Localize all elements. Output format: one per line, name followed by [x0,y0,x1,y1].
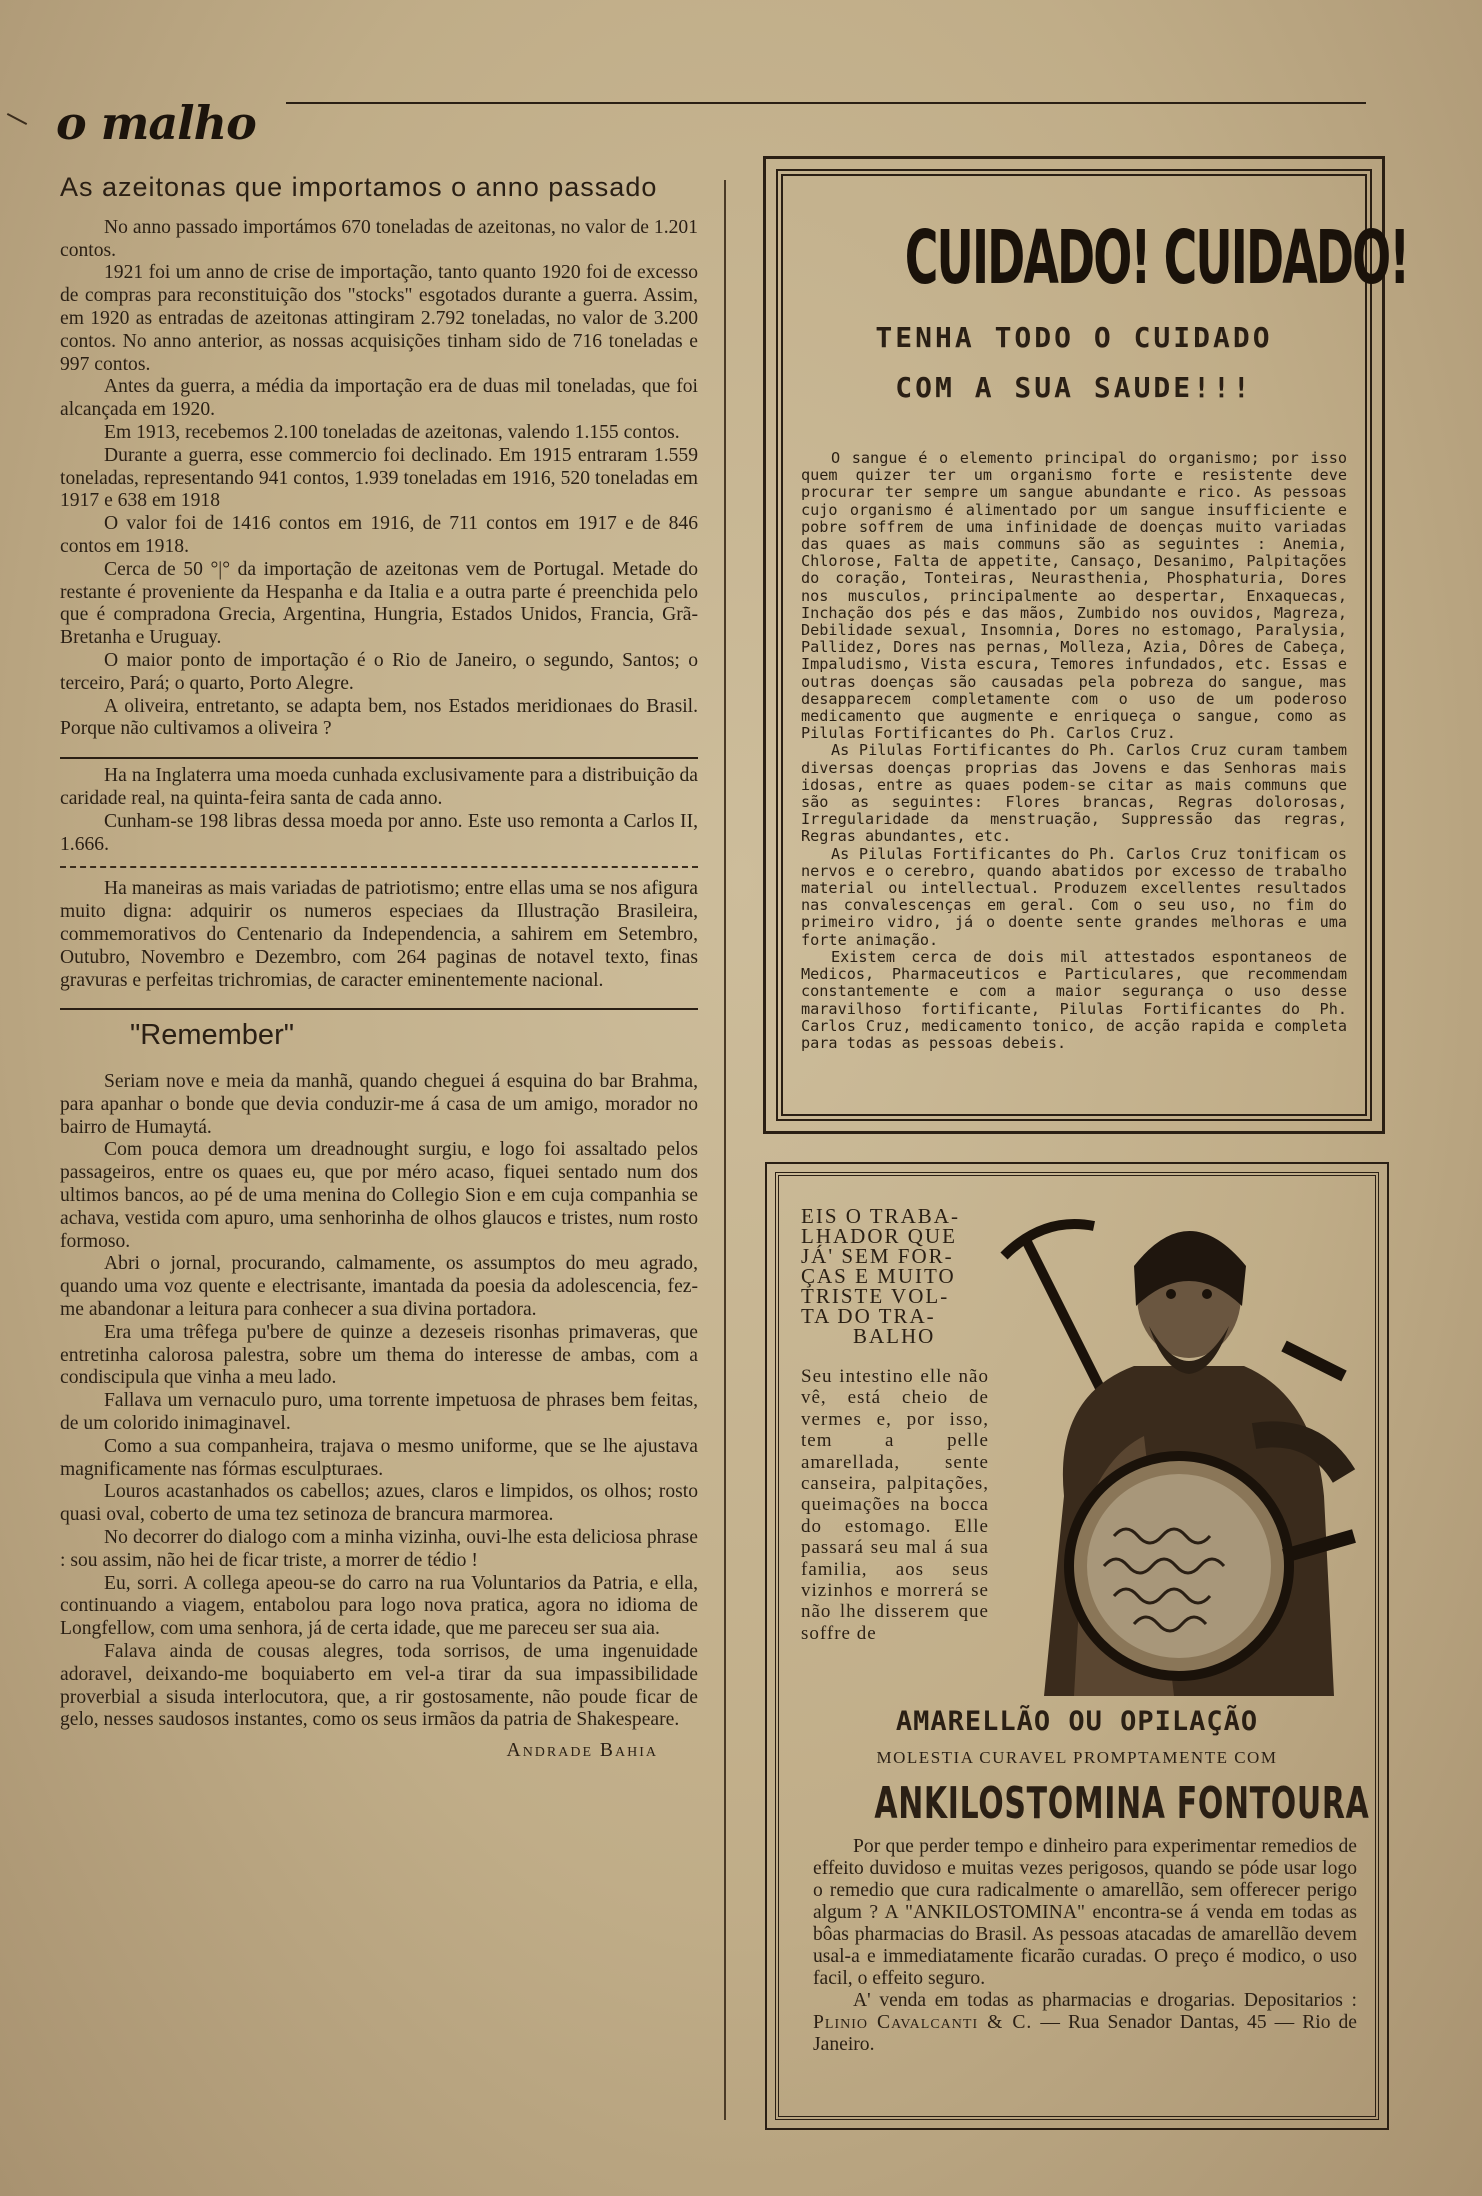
caption-line: LHADOR QUE [801,1224,957,1248]
article-paragraph: Cunham-se 198 libras dessa moeda por anno. Este uso remonta a Carlos II, 1.666. [60,810,698,855]
ad-paragraph: Por que perder tempo e dinheiro para experimentar remedios de effeito duvidoso e muitas vezes perigosos, quando se póde usar logo o remedio que cura radicalmente o amarellão, sem offerecer perigo algum ? A "ANKILOSTOMINA" encontra-se á venda em todas as bôas pharmacias do Brasil. As pessoas atacadas de amarellão devem usal-a e immediatamente ficarão curadas. O preço é modico, o uso facil, o effeito seguro. [813,1836,1357,1989]
article-paragraph: Antes da guerra, a média da importação era de duas mil toneladas, que foi alcançada em 1920. [60,376,698,421]
ad-paragraph: O sangue é o elemento principal do organismo; por isso quem quizer ter um organismo forte e resistente deve procurar ter sempre um sangue abundante e rico. As pessoas cujo organismo é alimentado por um sangue insufficiente e pobre soffrem de uma infinidade de doenças muito variadas das quaes as mais communs são as seguintes : Anemia, Chlorose, Falta de appetite, Cansaço, Desanimo, Palpitações do coração, Tonteiras, Neurasthenia, Phosphaturia, Dores nos musculos, principalmente ao despertar, Enxaquecas, Inchação dos pés e das mãos, Zumbido nos ouvidos, Magreza, Debilidade sexual, Insomnia, Dores no estomago, Paralysia, Pallidez, Dores nas pernas, Molleza, Azia, Dôres de Cabeça, Impaludismo, Vista escura, Temores infundados, etc. Essas e outras doenças são causadas pela pobreza do sangue, mas desapparecem completamente com o uso de um poderoso medicamento que augmente e enriqueça o sangue, como as Pilulas Fortificantes do Ph. Carlos Cruz. [801,449,1347,743]
article-paragraph: Com pouca demora um dreadnought surgiu, e logo foi assaltado pelos passageiros, entre os quaes eu, que por méro acaso, fiquei sentado num dos ultimos bancos, ao pé de uma menina do Collegio Sion e em cuja companhia se achava, vestida com apuro, uma senhorinha de olhos glaucos e tristes, num rosto formoso. [60,1139,698,1252]
page-corner-mark [7,113,27,125]
caption-line: ÇAS E MUITO [801,1264,956,1288]
section-rule [60,1008,698,1010]
article-paragraph: Fallava um vernaculo puro, uma torrente impetuosa de phrases bem feitas, de um colorido inimaginavel. [60,1390,698,1435]
column-divider [724,180,726,2120]
ad-sale-prefix: A' venda em todas as pharmacias e drogarias. Depositarios : [853,1990,1357,2011]
caption-line: TRISTE VOL- [801,1284,950,1308]
masthead-rule [286,102,1366,104]
ad-paragraph: As Pilulas Fortificantes do Ph. Carlos Cruz curam tambem diversas doenças proprias das Jovens e das Senhoras mais idosas, entre as quaes podem-se citar as mais communs que são as seguintes: Flores brancas, Regras dolorosas, Irregularidade da menstruação, Suppressão das regras, Regras abundantes, etc. [801,741,1347,846]
article-paragraph: Ha maneiras as mais variadas de patriotismo; entre ellas uma se nos afigura muito digna: adquirir os numeros especiaes da Illustração Brasileira, commemorativos do Centenario da Independencia, a sahirem em Setembro, Outubro, Novembro e Dezembro, com 264 paginas de notavel texto, finas gravuras e perfeitas trichromias, de caracter eminentemente nacional. [60,878,698,991]
article-paragraph: Seriam nove e meia da manhã, quando cheguei á esquina do bar Brahma, para apanhar o bonde que devia conduzir-me á casa de um amigo, morador no bairro de Humaytá. [60,1071,698,1138]
caption-line: BALHO [853,1324,936,1348]
article-paragraph: A oliveira, entretanto, se adapta bem, nos Estados meridionaes do Brasil. Porque não cultivamos a oliveira ? [60,695,698,740]
ad-body [813,1836,1357,2056]
article-signature: Andrade Bahia [506,1740,658,1762]
article-remember-title: "Remember" [130,1019,295,1052]
ad-caption [801,1206,989,1644]
article-paragraph: Cerca de 50 °|° da importação de azeitonas vem de Portugal. Metade do restante é proveniente da Hespanha e da Italia e a outra parte é preenchida pelo que é compradona Grecia, Argentina, Hungria, Estados Unidos, Francia, Grã-Bretanha e Uruguay. [60,558,698,649]
left-column [60,170,698,1763]
advertisement-ankilostomina [765,1162,1389,2130]
article-paragraph: 1921 foi um anno de crise de importação, tanto quanto 1920 foi de excesso de compras para reconstituição dos "stocks" esgotados durante a guerra. Assim, em 1920 as entradas de azeitonas attingiram 2.792 toneladas, no valor de 3.200 contos. No anno anterior, as nossas acquisições tinham sido de 716 toneladas e 997 contos. [60,262,698,375]
ad-subheadline: TENHA TODO O CUIDADO [875,321,1273,354]
article-paragraph: O maior ponto de importação é o Rio de Janeiro, o segundo, Santos; o terceiro, Pará; o quarto, Porto Alegre. [60,649,698,694]
caption-line: JÁ' SEM FOR- [801,1244,954,1268]
ad-disease-title: AMARELLÃO OU OPILAÇÃO [895,1706,1259,1737]
article-olives-title: As azeitonas que importamos o anno passado [60,172,658,202]
article-paragraph: Abri o jornal, procurando, calmamente, os assumptos do meu agrado, quando uma voz quente e electrisante, imantada da poesia da adolescencia, fez-me abandonar a leitura para conhecer a sua divina portadora. [60,1253,698,1321]
article-paragraph: Falava ainda de cousas alegres, toda sorrisos, de uma ingenuidade adoravel, deixando-me boquiaberto em vel-a tirar da sua impassibilidade proverbial a sisuda interlocutora, que, a rir gostosamente, não poude ficar de gelo, nesses saudosos instantes, como os seus irmãos da patria de Shakespeare. [60,1641,698,1731]
ad-paragraph: Existem cerca de dois mil attestados espontaneos de Medicos, Pharmaceuticos e Particulares, que recommendam constantemente e com a maior segurança o uso desse maravilhoso fortificante, Pilulas Fortificantes do Ph. Carlos Cruz, medicamento tonico, de acção rapida e completa para todas as pessoas debeis. [801,947,1347,1052]
ad-sale-line [813,1990,1357,2056]
ad-curable-text: MOLESTIA CURAVEL PROMPTAMENTE COM [876,1748,1278,1767]
article-paragraph: No decorrer do dialogo com a minha vizinha, ouvi-lhe esta deliciosa phrase : sou assim, não hei de ficar triste, a morrer de tédio ! [60,1527,698,1571]
article-paragraph: Ha na Inglaterra uma moeda cunhada exclusivamente para a distribuição da caridade real, na quinta-feira santa de cada anno. [60,765,698,809]
ad-address: — Rua Senador Dantas, 45 — Rio de Janeiro. [813,2012,1358,2055]
ad-depositarios: Plinio Cavalcanti & C. [813,2012,1033,2033]
article-paragraph: Em 1913, recebemos 2.100 toneladas de azeitonas, valendo 1.155 contos. [104,421,680,443]
ad-headline: CUIDADO! CUIDADO! [904,215,1409,301]
masthead [56,98,1366,148]
article-paragraph: Como a sua companheira, trajava o mesmo uniforme, que se lhe ajustava magnificamente nas fórmas esculpturaes. [60,1435,698,1480]
ad-side-text: Seu intestino elle não vê, está cheio de vermes e, por isso, tem a pelle amarellada, sente canseira, palpitações, queimações na bocca do estomago. Elle passará seu mal á sua familia, aos seus vizinhos e morrerá se não lhe disserem que soffre de [801,1366,989,1644]
article-paragraph: O valor foi de 1416 contos em 1916, de 711 contos em 1917 e de 846 contos em 1918. [60,513,698,557]
ad-subheadline: COM A SUA SAUDE!!! [895,371,1253,404]
ad-border [775,1172,1379,2120]
article-paragraph: Durante a guerra, esse commercio foi declinado. Em 1915 entraram 1.559 toneladas, representando 941 contos, 1.939 toneladas em 1916, 520 toneladas em 1917 e 638 em 1918 [60,444,698,512]
article-paragraph: No anno passado importámos 670 toneladas de azeitonas, no valor de 1.201 contos. [60,216,698,261]
advertisement-cuidado [763,156,1409,1134]
caption-line: TA DO TRA- [801,1304,936,1328]
article-paragraph: Eu, sorri. A collega apeou-se do carro na rua Voluntarios da Patria, e ella, continuando a viagem, entabolou para logo nova pratica, agora no idioma de Longfellow, com uma senhora, já de certa idade, que me pareceu ser sua aia. [60,1572,698,1640]
caption-line: EIS O TRABA- [801,1204,960,1228]
article-paragraph: Era uma trêfega pu'bere de quinze a dezeseis risonhas primaveras, que entretinha calorosa palestra, sobre um thema do interesse de ambas, com a condiscipula que vinha a meu lado. [60,1321,698,1389]
ad-product-name: ANKILOSTOMINA FONTOURA [874,1778,1370,1829]
ad-body [801,450,1347,1052]
ad-paragraph: As Pilulas Fortificantes do Ph. Carlos Cruz tonificam os nervos e o cerebro, quando abatidos por excesso de trabalho material ou intellectual. Produzem excellentes resultados nas convalescenças em geral. Com o seu uso, no fim do primeiro vidro, já o doente sente grandes melhoras e uma forte animação. [801,844,1347,949]
masthead-logo: o malho [56,96,256,150]
worker-illustration [984,1196,1374,1716]
ad-border [776,169,1409,1121]
section-rule [60,757,698,759]
section-rule [60,866,698,868]
article-paragraph: Louros acastanhados os cabellos; azues, claros e limpidos, os olhos; rosto quasi oval, coberto de uma tez setinoza de brancura marmorea. [60,1481,698,1526]
